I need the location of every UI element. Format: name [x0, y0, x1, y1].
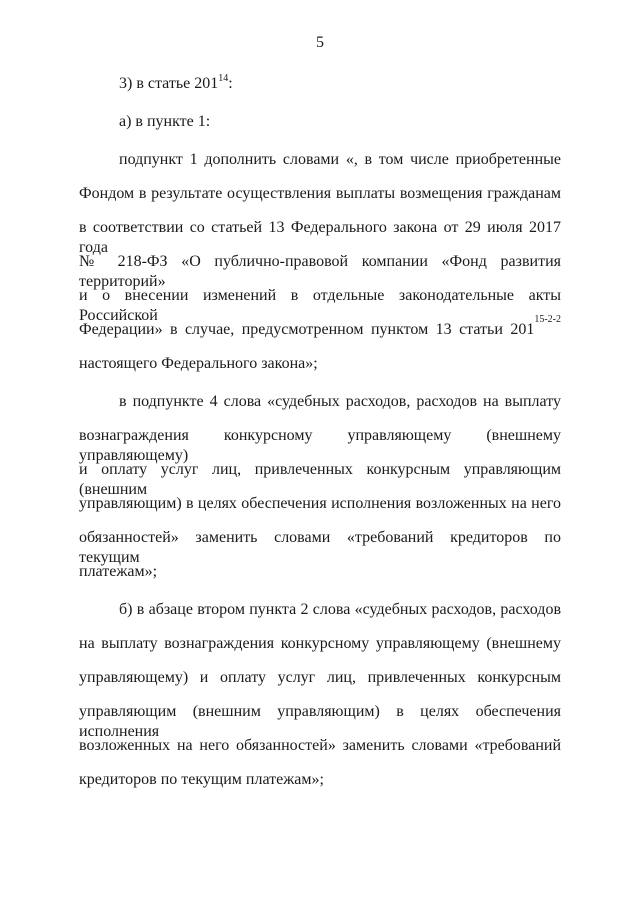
para1-line2: Фондом в результате осуществления выплаты возмещения гражданам	[79, 185, 561, 202]
para1-line4: № 218-ФЗ «О публично-правовой компании «Фонд развития территорий»	[79, 253, 561, 290]
para2-line2: вознаграждения конкурсному управляющему (внешнему управляющему)	[79, 427, 561, 464]
para2-line5: обязанностей» заменить словами «требований кредиторов по текущим	[79, 529, 561, 566]
para3-line6: кредиторов по текущим платежам»;	[79, 771, 324, 788]
para1-line6	[79, 314, 561, 340]
para3-line5: возложенных на него обязанностей» заменить словами «требований	[79, 737, 561, 754]
article-heading-text: 3) в статье 201	[119, 75, 219, 92]
para1-line6-sup: 15-2-2	[534, 314, 561, 325]
article-heading	[119, 74, 233, 94]
para3-line1: б) в абзаце втором пункта 2 слова «судебных расходов, расходов	[119, 601, 561, 618]
para1-line7: настоящего Федерального закона»;	[79, 355, 318, 372]
para1-line5: и о внесении изменений в отдельные законодательные акты Российской	[79, 287, 561, 324]
article-heading-suffix: :	[228, 75, 233, 92]
subitem-a: а) в пункте 1:	[119, 113, 211, 130]
para1-line6-text: Федерации» в случае, предусмотренном пунктом 13 статьи 201	[79, 321, 535, 338]
para1-line1: подпункт 1 дополнить словами «, в том числе приобретенные	[119, 151, 561, 168]
para2-line1: в подпункте 4 слова «судебных расходов, расходов на выплату	[119, 393, 561, 410]
para3-line2: на выплату вознаграждения конкурсному управляющему (внешнему	[79, 635, 561, 652]
para2-line4: управляющим) в целях обеспечения исполнения возложенных на него	[79, 495, 561, 512]
para2-line3: и оплату услуг лиц, привлеченных конкурсным управляющим (внешним	[79, 461, 561, 498]
article-heading-sup: 14	[218, 73, 229, 84]
para3-line4: управляющим (внешним управляющим) в целях обеспечения исполнения	[79, 703, 561, 740]
para1-line3: в соответствии со статьей 13 Федерального закона от 29 июля 2017 года	[79, 219, 561, 256]
para3-line3: управляющему) и оплату услуг лиц, привлеченных конкурсным	[79, 669, 561, 686]
page-number: 5	[316, 34, 324, 51]
para2-line6: платежам»;	[79, 563, 158, 580]
